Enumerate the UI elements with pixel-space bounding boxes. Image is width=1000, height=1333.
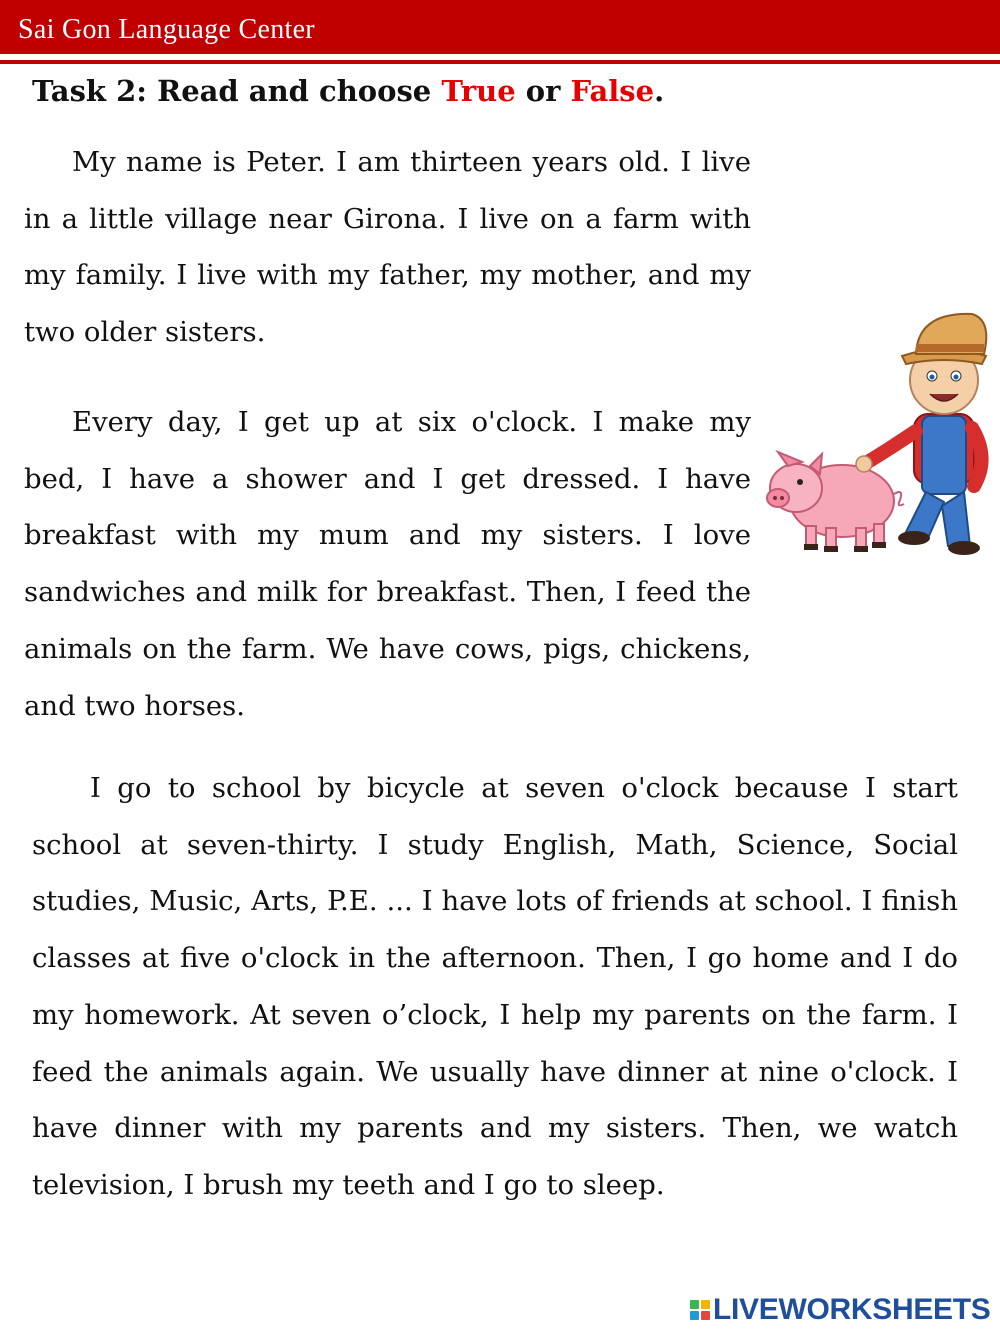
paragraph-intro: My name is Peter. I am thirteen years old. I live in a little village near Girona. I live on a farm with my family. I live with my father, my mother, and my two older sisters. (24, 146, 751, 349)
paragraph-morning: Every day, I get up at six o'clock. I make my bed, I have a shower and I get dressed. I have breakfast with my mum and my sisters. I love sandwiches and milk for breakfast. Then, I feed the animals on the farm. We have cows, pigs, chickens, and two horses. (24, 406, 751, 722)
logo-grid-icon (690, 1300, 710, 1320)
task-middle: or (515, 74, 571, 108)
false-word: False (570, 74, 655, 108)
true-word: True (441, 74, 516, 108)
liveworksheets-logo (690, 1290, 991, 1330)
task-suffix: . (654, 74, 665, 108)
task-title (32, 74, 664, 108)
logo-text: LIVEWORKSHEETS (713, 1293, 991, 1326)
header-divider (0, 60, 1000, 64)
farmer-boy-with-pig-illustration (764, 306, 1000, 558)
paragraph-school: I go to school by bicycle at seven o'clock because I start school at seven-thirty. I study English, Math, Science, Social studies, Music, Arts, P.E. ... I have lots of friends at school. I finish classes at five o'clock in the afternoon. Then, I go home and I do my homework. At seven o’clock, I help my parents on the farm. I feed the animals again. We usually have dinner at nine o'clock. I have dinner with my parents and my sisters. Then, we watch television, I brush my teeth and I go to sleep. (32, 772, 958, 1201)
task-prefix: Task 2: Read and choose (32, 74, 442, 108)
pig-icon (767, 452, 904, 552)
center-name: Sai Gon Language Center (18, 14, 315, 45)
